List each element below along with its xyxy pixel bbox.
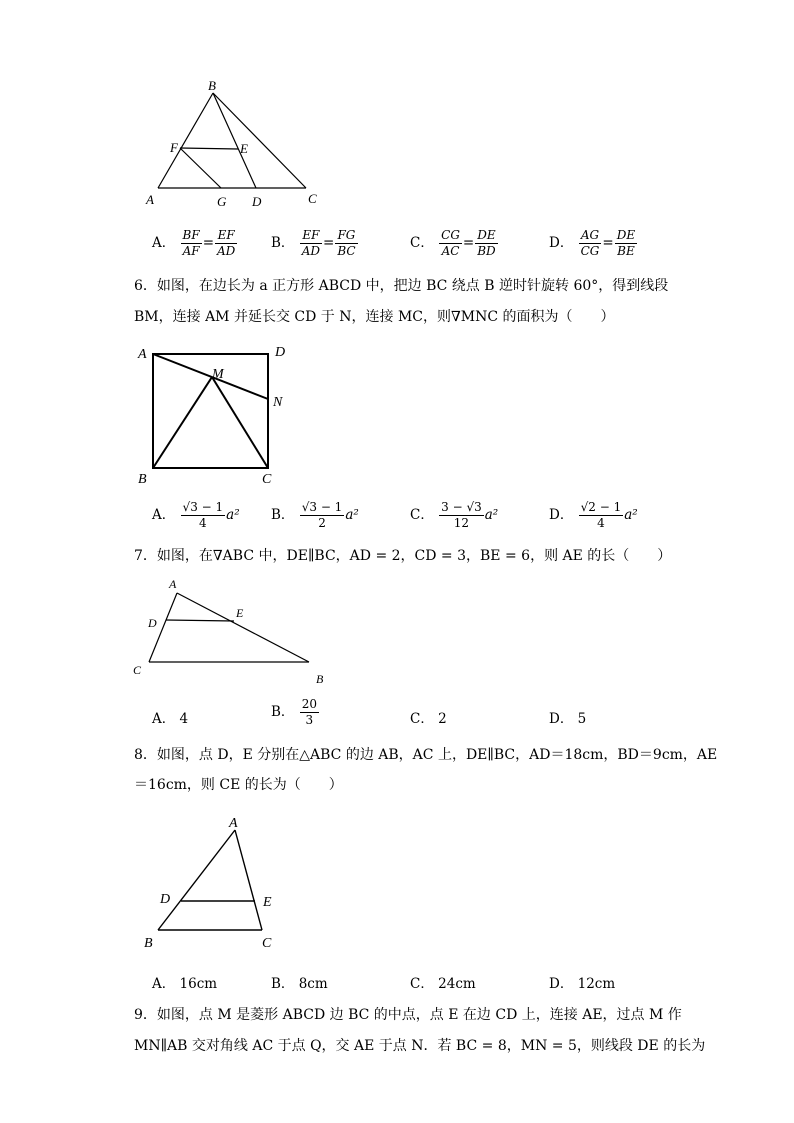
q9-stem-line1: 9．如图，点 M 是菱形 ABCD 边 BC 的中点，点 E 在边 CD 上，连接 AE，过点 M 作: [134, 1007, 682, 1023]
label-F: F: [170, 140, 178, 155]
q6-option-b[interactable]: B． $\frac{√3 - 1}{2}$ a²: [271, 500, 359, 530]
q5-option-a[interactable]: A． $\frac{BF}{AF}$ = $\frac{EF}{AD}$: [152, 228, 236, 258]
label-A: A: [229, 816, 238, 831]
q7-option-b[interactable]: B． $\frac{20}{3}$: [271, 697, 317, 727]
label-B: B: [316, 672, 324, 686]
q6-option-d[interactable]: D． $\frac{√2 - 1}{4}$ a²: [549, 500, 638, 530]
label-M: M: [212, 367, 224, 382]
q7-option-c[interactable]: C． 2: [410, 711, 447, 727]
label-B: B: [138, 472, 147, 487]
label-A: A: [169, 577, 177, 591]
label-G: G: [217, 194, 227, 209]
label-C: C: [308, 191, 317, 206]
q7-stem-line1: 7．如图，在∇ABC 中，DE∥BC，AD = 2，CD = 3，BE = 6，则 AE 的长（ ）: [134, 548, 672, 564]
figure-q7: [128, 574, 338, 689]
q6-stem-line1: 6．如图，在边长为 a 正方形 ABCD 中，把边 BC 绕点 B 逆时针旋转 60°，得到线段: [134, 278, 669, 294]
q8-stem-line2: ＝16cm，则 CE 的长为（ ）: [134, 777, 343, 793]
q6-stem-line2: BM，连接 AM 并延长交 CD 于 N，连接 MC，则∇MNC 的面积为（ ）: [134, 309, 615, 325]
q9-stem-line2: MN∥AB 交对角线 AC 于点 Q，交 AE 于点 N．若 BC = 8，MN = 5，则线段 DE 的长为: [134, 1038, 706, 1054]
figure-q6: [135, 340, 295, 490]
label-C: C: [133, 663, 142, 677]
q8-stem-line1: 8．如图，点 D，E 分别在△ABC 的边 AB，AC 上，DE∥BC，AD＝18cm，BD＝9cm，AE: [134, 747, 718, 763]
label-E: E: [263, 895, 272, 910]
label-D: D: [275, 345, 286, 360]
label-C: C: [262, 936, 272, 951]
label-N: N: [273, 395, 283, 410]
q8-option-b[interactable]: B． 8cm: [271, 976, 328, 992]
q7-option-a[interactable]: A． 4: [152, 711, 189, 727]
q6-option-a[interactable]: A． $\frac{√3 - 1}{4}$ a²: [152, 500, 240, 530]
q8-option-a[interactable]: A． 16cm: [152, 976, 218, 992]
q6-option-c[interactable]: C． $\frac{3 - √3}{12}$ a²: [410, 500, 499, 530]
label-D: D: [148, 616, 157, 630]
figure-q8: [140, 810, 290, 955]
figure-q5: [140, 76, 330, 211]
label-D: D: [252, 194, 262, 209]
q5-option-d[interactable]: D． $\frac{AG}{CG}$ = $\frac{DE}{BE}$: [549, 228, 636, 258]
label-A: A: [146, 192, 154, 207]
q5-option-b[interactable]: B． $\frac{EF}{AD}$ = $\frac{FG}{BC}$: [271, 228, 356, 258]
q7-option-d[interactable]: D． 5: [549, 711, 587, 727]
q8-option-c[interactable]: C． 24cm: [410, 976, 476, 992]
label-B: B: [144, 936, 153, 951]
label-E: E: [240, 141, 248, 156]
q8-option-d[interactable]: D． 12cm: [549, 976, 616, 992]
label-E: E: [236, 606, 244, 620]
q5-option-c[interactable]: C． $\frac{CG}{AC}$ = $\frac{DE}{BD}$: [410, 228, 496, 258]
label-C: C: [262, 472, 272, 487]
label-A: A: [138, 347, 147, 362]
label-B: B: [208, 78, 216, 93]
label-D: D: [160, 892, 171, 907]
